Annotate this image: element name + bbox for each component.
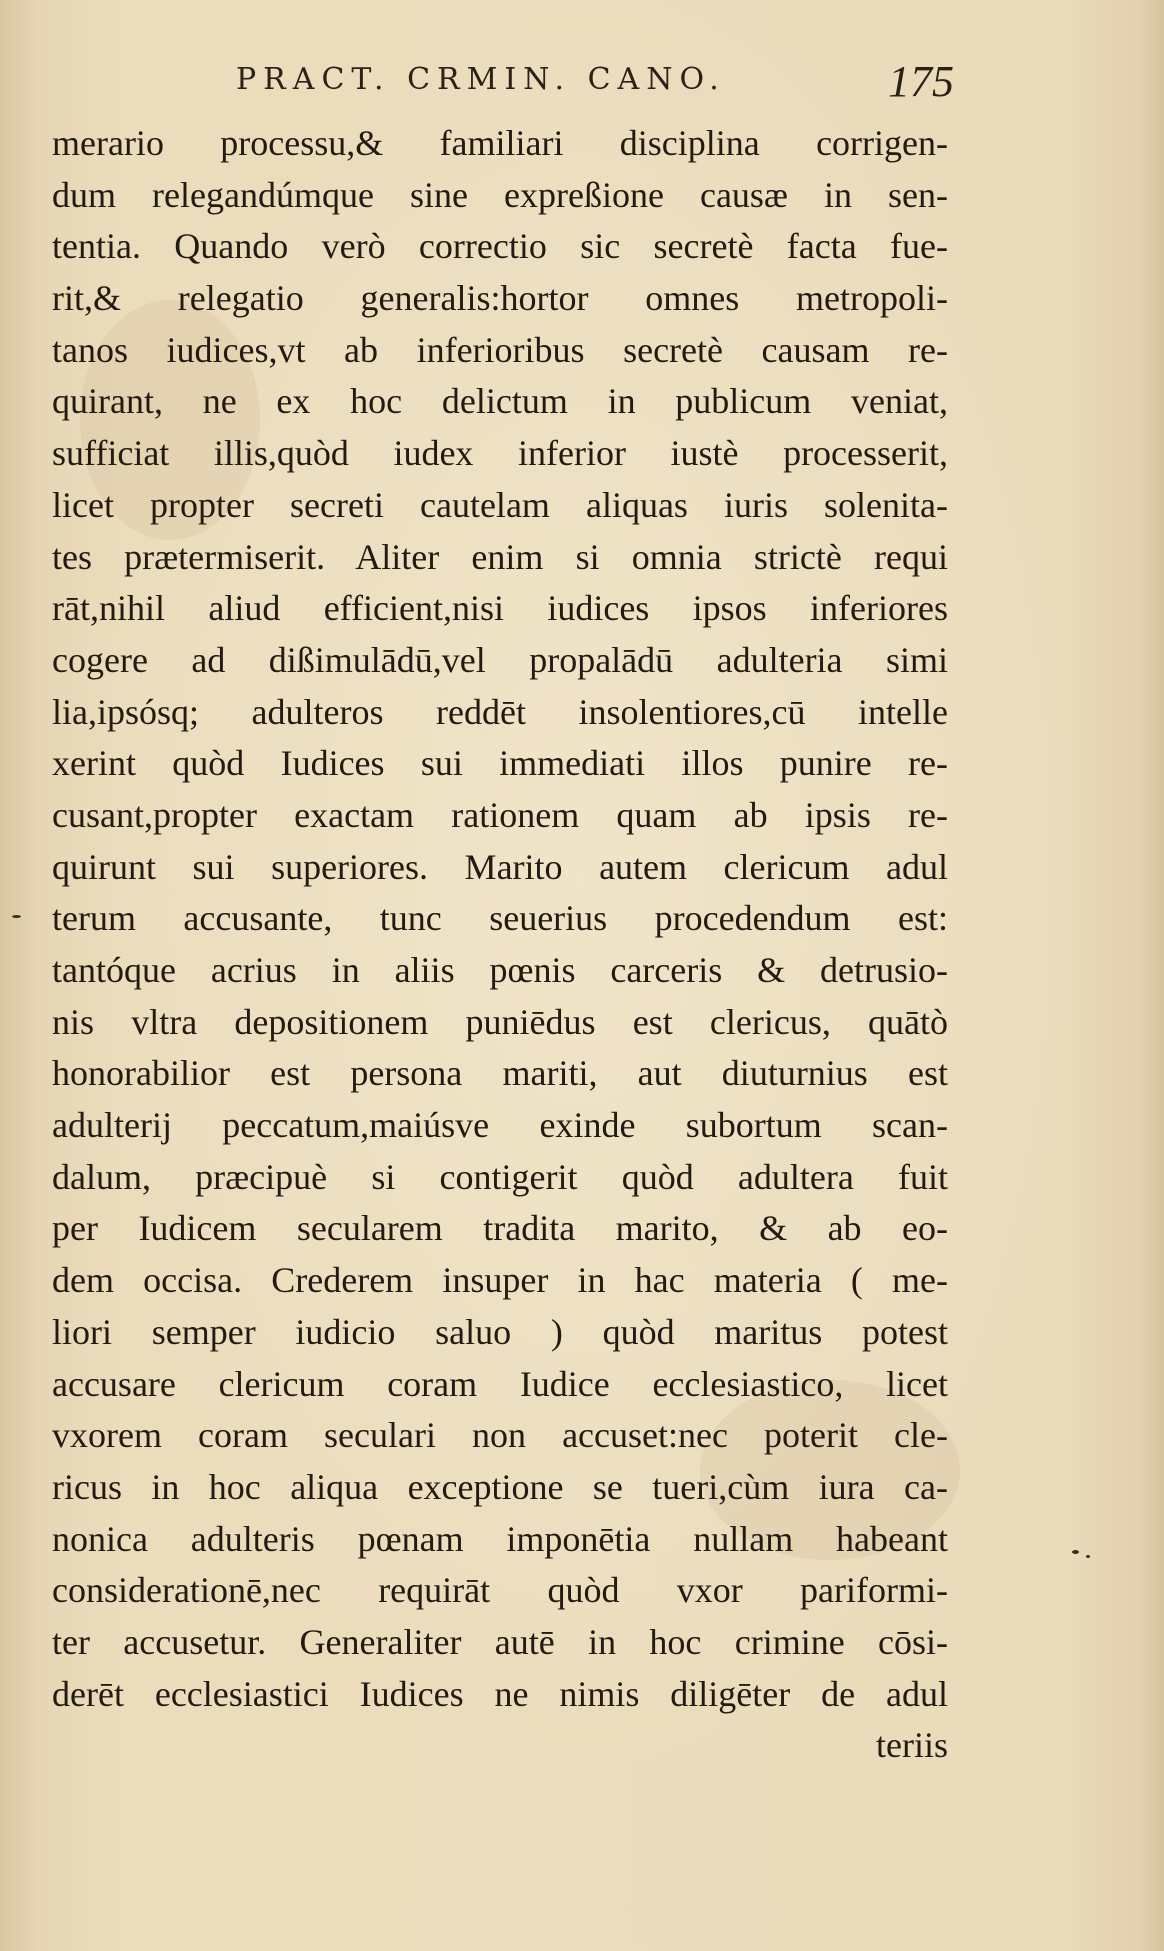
ink-speck (1072, 1550, 1079, 1554)
body-text (52, 118, 948, 1772)
text-line: tes prætermiserit. Aliter enim si omnia strictè requi (52, 536, 948, 577)
text-line: per Iudicem secularem tradita marito, & ab eo- (52, 1208, 948, 1249)
text-line: adulterij peccatum,maiúsve exinde subortum scan- (52, 1105, 948, 1146)
text-line: rāt,nihil aliud efficient,nisi iudices ipsos inferiores (52, 588, 948, 629)
text-line: xerint quòd Iudices sui immediati illos punire re- (52, 743, 948, 784)
ink-speck (12, 915, 21, 918)
text-line: dem occisa. Crederem insuper in hac materia ( me- (52, 1260, 948, 1301)
text-line: merario processu,& familiari disciplina corrigen- (52, 123, 948, 163)
text-line: considerationē,nec requirāt quòd vxor pariformi- (52, 1570, 948, 1611)
text-line: tanos iudices,vt ab inferioribus secretè causam re- (52, 329, 948, 370)
text-line: tantóque acrius in aliis pœnis carceris & detrusio- (52, 950, 948, 990)
text-line: tentia. Quando verò correctio sic secretè facta fue- (52, 226, 948, 267)
running-head: PRACT. CRMIN. CANO. (236, 62, 726, 97)
text-line: rit,& relegatio generalis:hortor omnes metropoli- (52, 278, 948, 319)
text-line: ter accusetur. Generaliter autē in hoc crimine cōsi- (52, 1621, 948, 1662)
text-line: vxorem coram seculari non accuset:nec poterit cle- (52, 1415, 948, 1456)
ink-speck (1086, 1555, 1090, 1558)
text-line: derēt ecclesiastici Iudices ne nimis diligēter de adul (52, 1673, 948, 1714)
text-line: cogere ad dißimulādū,vel propalādū adulteria simi (52, 639, 948, 680)
text-line: lia,ipsósq; adulteros reddēt insolentiores,cū intelle (52, 691, 948, 732)
text-line: quirunt sui superiores. Marito autem clericum adul (52, 846, 948, 887)
text-line: honorabilior est persona mariti, aut diuturnius est (52, 1053, 948, 1094)
catchword: teriis (876, 1725, 948, 1766)
page-number: 175 (888, 57, 954, 106)
text-line: dum relegandúmque sine expreßione causæ in sen- (52, 174, 948, 215)
page-header (0, 56, 1164, 116)
text-line: cusant,propter exactam rationem quam ab ipsis re- (52, 794, 948, 835)
text-line: terum accusante, tunc seuerius procedendum est: (52, 898, 948, 939)
text-line: accusare clericum coram Iudice ecclesiastico, licet (52, 1363, 948, 1404)
text-line: sufficiat illis,quòd iudex inferior iustè processerit, (52, 433, 948, 474)
text-line: licet propter secreti cautelam aliquas iuris solenita- (52, 484, 948, 525)
text-line: dalum, præcipuè si contigerit quòd adultera fuit (52, 1156, 948, 1197)
text-line: liori semper iudicio saluo ) quòd maritus potest (52, 1311, 948, 1352)
text-line: ricus in hoc aliqua exceptione se tueri,cùm iura ca- (52, 1466, 948, 1507)
text-line: quirant, ne ex hoc delictum in publicum veniat, (52, 381, 948, 422)
text-line: nonica adulteris pœnam imponētia nullam habeant (52, 1518, 948, 1559)
text-line: nis vltra depositionem puniēdus est clericus, quātò (52, 1001, 948, 1042)
